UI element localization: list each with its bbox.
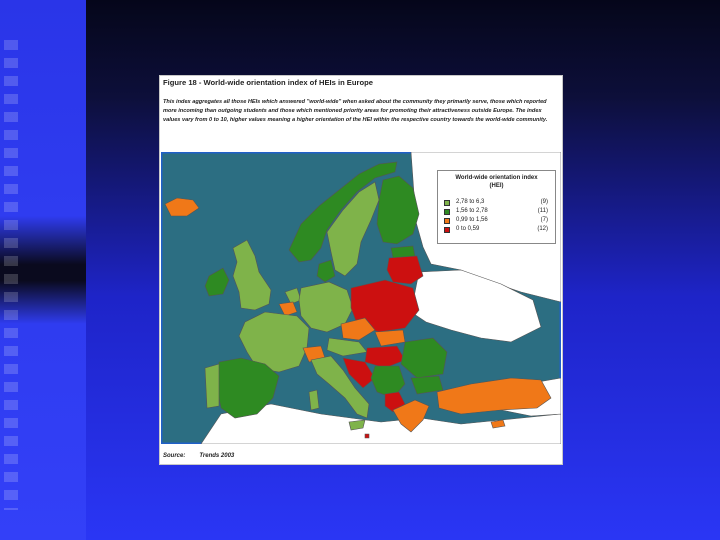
sardinia <box>309 390 319 410</box>
figure-source <box>163 453 234 459</box>
legend-swatch <box>444 200 450 206</box>
map-legend <box>437 170 556 244</box>
legend-swatch <box>444 227 450 233</box>
source-label: Source: <box>163 453 186 459</box>
figure-title: Figure 18 - World-wide orientation index of HEIs in Europe <box>163 78 373 87</box>
legend-swatch <box>444 218 450 224</box>
figure-description: This index aggregates all those HEIs which answered "world-wide" when asked about the community they primarily serve, those which reported more incoming than outgoing students and those which mentioned priority areas for promoting their attractiveness outside Europe. The index values vary from 0 to 10, higher values meaning a higher orientation of the HEI within the respective country towards the world-wide community. <box>163 99 548 123</box>
legend-item <box>444 217 550 225</box>
legend-title-line1: World-wide orientation index <box>455 175 538 181</box>
legend-range: 0,99 to 1,56 <box>456 217 488 223</box>
figure-panel <box>160 76 562 464</box>
legend-count: (11) <box>537 208 548 214</box>
legend-count: (9) <box>540 199 548 205</box>
legend-title-line2: (HEI) <box>489 183 504 189</box>
legend-range: 1,56 to 2,78 <box>456 208 488 214</box>
legend-count: (7) <box>540 217 548 223</box>
source-value: Trends 2003 <box>199 453 235 459</box>
slide-decoration-squares <box>4 40 18 510</box>
legend-range: 2,78 to 6,3 <box>456 199 485 205</box>
legend-item <box>444 208 550 216</box>
legend-range: 0 to 0,59 <box>456 226 480 232</box>
malta <box>365 434 369 438</box>
legend-item <box>444 226 550 234</box>
latvia-lithuania <box>387 256 423 284</box>
legend-swatch <box>444 209 450 215</box>
legend-item <box>444 199 550 207</box>
legend-title <box>438 174 555 190</box>
portugal <box>205 364 219 408</box>
legend-count: (12) <box>537 226 548 232</box>
